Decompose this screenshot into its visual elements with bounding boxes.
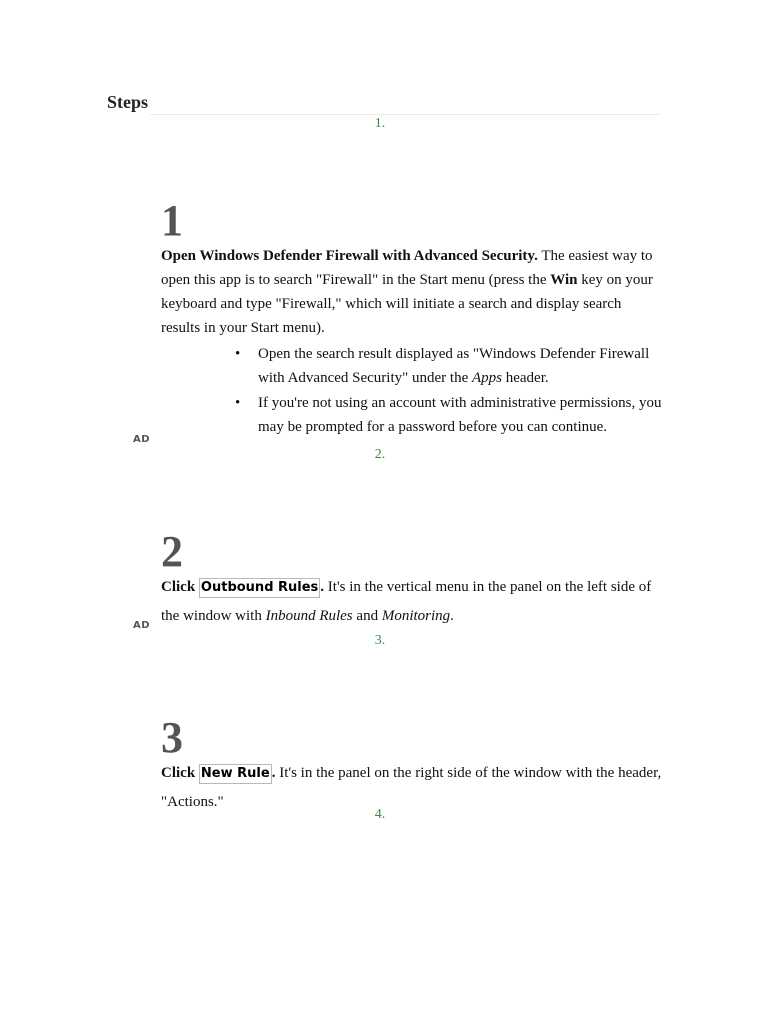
step-1-lead: Open Windows Defender Firewall with Advanced Security. <box>161 248 538 264</box>
step-1-text-a: The easiest way to open this app is to search "Firewall" in the Start menu (press the <box>161 248 653 288</box>
new-rule-ui-label: New Rule <box>199 764 272 784</box>
step-2-text-a: It's in the vertical menu in the panel on the left side of the window with <box>161 579 652 624</box>
step-marker-1[interactable]: 1. <box>374 116 386 131</box>
step-marker-3[interactable]: 3. <box>374 633 386 648</box>
ad-label-2: AD <box>133 620 151 631</box>
step-1-bullets <box>232 342 664 440</box>
bullet-item <box>232 342 664 390</box>
step-3-text-a: It's in the panel on the right side of the window with the header, "Actions." <box>161 765 662 810</box>
bullet-1-text-b: header. <box>501 370 549 386</box>
bullet-dot-icon: • <box>235 346 241 362</box>
step-3-click: Click <box>161 765 196 781</box>
step-2-text-b: and <box>352 608 382 624</box>
section-divider <box>150 114 660 115</box>
step-1-key: Win <box>550 272 578 288</box>
step-2-text-c: . <box>450 608 454 624</box>
step-2-italic-b: Monitoring <box>381 608 451 624</box>
outbound-rules-ui-label: Outbound Rules <box>199 578 320 598</box>
step-marker-2[interactable]: 2. <box>374 447 386 462</box>
ad-label-1: AD <box>133 434 151 445</box>
step-marker-4[interactable]: 4. <box>374 807 386 822</box>
bullet-1-text-a: Open the search result displayed as "Windows Defender Firewall with Advanced Security" under the <box>258 346 650 386</box>
step-1-text-b: key on your keyboard and type "Firewall," which will initiate a search and display search results in your Start menu). <box>161 272 653 336</box>
step-number-3: 3 <box>161 713 183 762</box>
bullet-item <box>232 391 664 439</box>
step-1-text <box>161 244 663 340</box>
section-title: Steps <box>107 92 149 112</box>
step-2-click: Click <box>161 579 196 595</box>
bullet-dot-icon: • <box>235 395 241 411</box>
step-2-text <box>161 573 663 630</box>
bullet-2-text: If you're not using an account with administrative permissions, you may be prompted for a password before you can continue. <box>258 395 662 435</box>
step-3-dot: . <box>271 765 276 781</box>
step-number-1: 1 <box>161 196 183 245</box>
step-number-2: 2 <box>161 527 183 576</box>
step-2-italic-a: Inbound Rules <box>265 608 353 624</box>
bullet-1-italic: Apps <box>471 370 502 386</box>
step-2-dot: . <box>320 579 325 595</box>
